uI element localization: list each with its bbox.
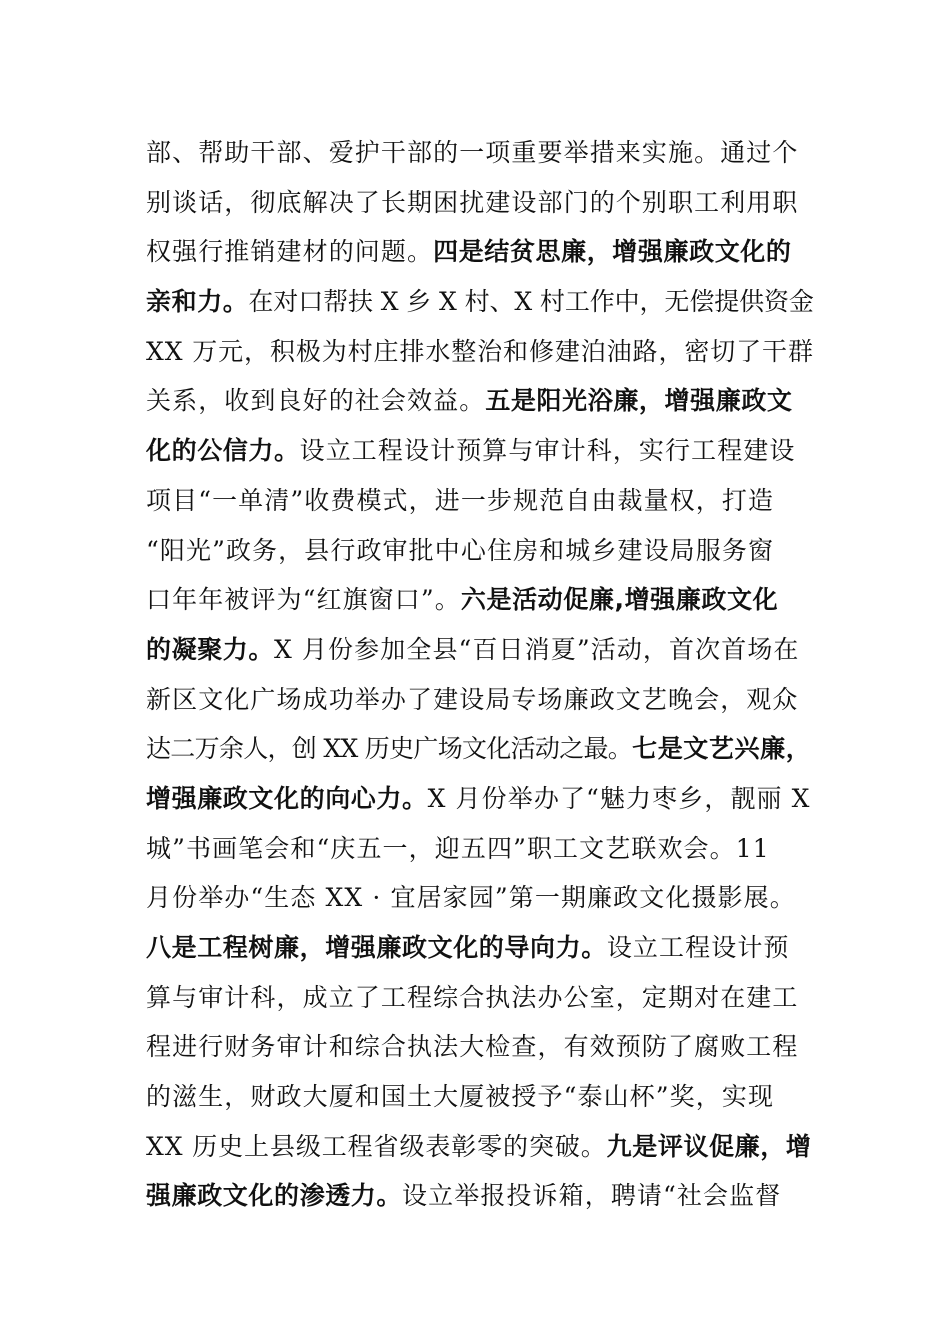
bold-heading-text: 五是阳光浴廉，增强廉政文 xyxy=(485,386,793,416)
body-text: 设立工程设计预算与审计科，实行工程建设 xyxy=(299,436,796,466)
body-text: 新区文化广场成功举办了建设局专场廉政文艺晚会，观众 xyxy=(146,684,799,714)
text-line xyxy=(146,824,811,874)
text-line xyxy=(146,625,811,675)
text-line xyxy=(146,1171,811,1221)
body-text: X 月份参加全县“百日消夏”活动，首次首场在 xyxy=(274,634,800,664)
body-text: 城”书画笔会和“庆五一，迎五四”职工文艺联欢会。11 xyxy=(146,833,770,863)
body-text: 设立工程设计预 xyxy=(606,933,790,962)
body-text: XX 万元，积极为村庄排水整治和修建泊油路，密切了干群 xyxy=(146,336,814,366)
body-text: 设立举报投诉箱，聘请“社会监督 xyxy=(402,1181,782,1211)
bold-heading-text: 六是活动促廉,增强廉政文化 xyxy=(460,585,779,615)
text-line xyxy=(146,1022,811,1072)
text-line xyxy=(146,973,811,1023)
text-line xyxy=(146,575,811,625)
body-text: 项目“一单清”收费模式，进一步规范自由裁量权，打造 xyxy=(146,485,775,515)
body-paragraph xyxy=(146,128,814,1221)
body-text: 部、帮助干部、爱护干部的一项重要举措来实施。通过个 xyxy=(146,138,799,167)
text-line xyxy=(146,724,811,774)
body-text: 关系，收到良好的社会效益。 xyxy=(146,386,486,416)
body-text: 权强行推销建材的问题。 xyxy=(146,237,434,267)
bold-heading-text: 九是评议促廉，增 xyxy=(606,1131,812,1161)
bold-heading-text: 化的公信力。 xyxy=(146,436,300,466)
body-text: 别谈话，彻底解决了长期困扰建设部门的个别职工利用职 xyxy=(146,187,799,217)
text-line xyxy=(146,873,811,923)
text-line xyxy=(146,774,811,824)
body-text: 程进行财务审计和综合执法大检查，有效预防了腐败工程 xyxy=(146,1032,799,1062)
text-line xyxy=(146,327,814,377)
text-line xyxy=(146,426,811,476)
body-text: 算与审计科，成立了工程综合执法办公室，定期对在建工 xyxy=(146,982,799,1012)
body-text: “阳光”政务，县行政审批中心住房和城乡建设局服务窗 xyxy=(146,535,775,565)
bold-heading-text: 八是工程树廉，增强廉政文化的导向力。 xyxy=(146,933,607,962)
body-text: XX 历史上县级工程省级表彰零的突破。 xyxy=(146,1131,607,1161)
text-line xyxy=(146,1122,811,1172)
bold-heading-text: 七是文艺兴廉， xyxy=(632,734,812,764)
body-text: 口年年被评为“红旗窗口”。 xyxy=(146,585,461,615)
bold-heading-text: 亲和力。 xyxy=(146,287,249,317)
body-text: 达二万余人，创 XX 历史广场文化活动之最。 xyxy=(146,734,633,764)
text-line xyxy=(146,178,811,228)
body-text: 月份举办“生态 XX · 宜居家园”第一期廉政文化摄影展。 xyxy=(146,883,796,913)
text-line xyxy=(146,227,811,277)
body-text: X 月份举办了“魅力枣乡，靓丽 X xyxy=(427,783,811,813)
body-text: 在对口帮扶 X 乡 X 村、X 村工作中，无偿提供资金 xyxy=(248,287,814,317)
text-line xyxy=(146,476,811,526)
text-line xyxy=(146,277,814,327)
bold-heading-text: 增强廉政文化的向心力。 xyxy=(146,783,428,813)
bold-heading-text: 强廉政文化的渗透力。 xyxy=(146,1181,403,1211)
bold-heading-text: 四是结贫思廉，增强廉政文化的 xyxy=(433,237,792,267)
bold-heading-text: 的凝聚力。 xyxy=(146,634,275,664)
text-line xyxy=(146,526,811,576)
text-line xyxy=(146,675,811,725)
text-line xyxy=(146,923,811,973)
text-line xyxy=(146,1072,811,1122)
text-line xyxy=(146,128,811,178)
body-text: 的滋生，财政大厦和国土大厦被授予“泰山杯”奖，实现 xyxy=(146,1082,775,1112)
text-line xyxy=(146,376,811,426)
